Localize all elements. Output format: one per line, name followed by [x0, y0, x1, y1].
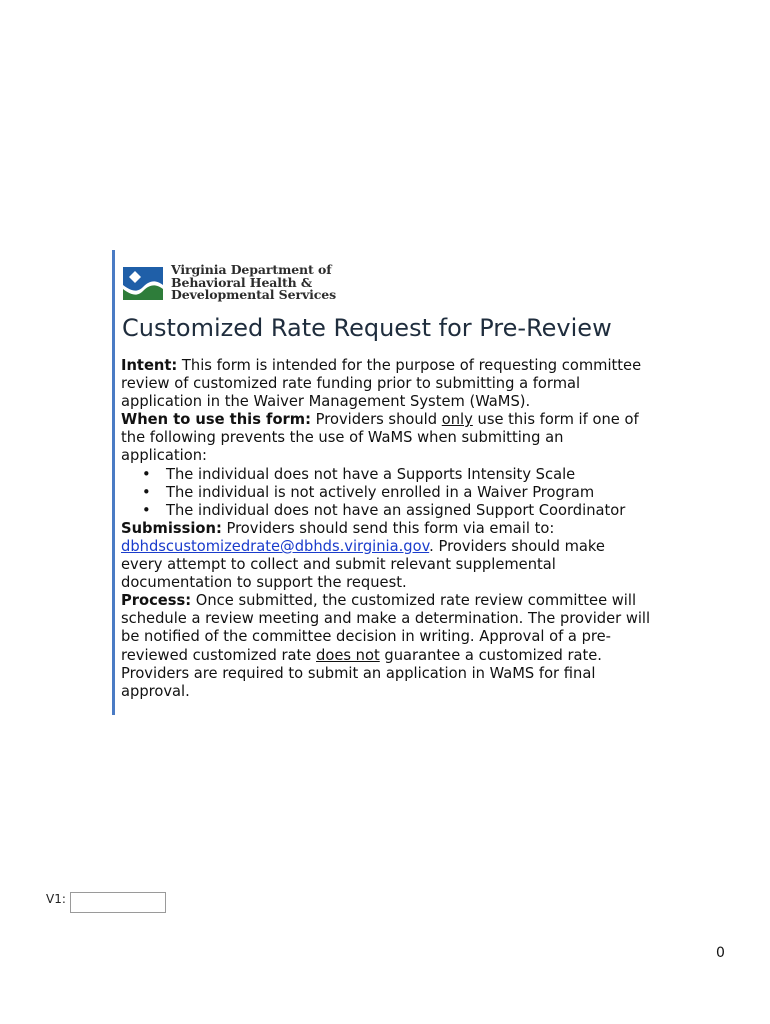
list-item-text: The individual is not actively enrolled in a Waiver Program: [166, 483, 595, 501]
process-text-after: guarantee a customized rate. Providers are required to submit an application in WaMS for final approval.: [121, 646, 602, 700]
submission-label: Submission:: [121, 519, 222, 537]
process-text-before: Once submitted, the customized rate review committee will schedule a review meeting and make a determination. The provider will be notified of the committee decision in writing. Approval of a pre-reviewed customized rate: [121, 592, 651, 664]
intent-paragraph: [121, 357, 651, 411]
form-instructions: [121, 357, 651, 701]
process-label: Process:: [121, 592, 192, 610]
dbhds-logo: [121, 263, 361, 303]
process-emphasis: does not: [316, 646, 380, 664]
list-item-text: The individual does not have an assigned Support Coordinator: [166, 501, 626, 519]
page-title: Customized Rate Request for Pre-Review: [122, 314, 612, 342]
dbhds-logo-icon: [121, 265, 165, 302]
logo-text: [171, 264, 336, 302]
submission-paragraph: [121, 520, 651, 592]
intent-text: This form is intended for the purpose of requesting committee review of customized rate funding prior to submitting a formal application in the Waiver Management System (WaMS).: [121, 357, 642, 411]
v1-field-group: [46, 892, 166, 913]
bullet-icon: •: [142, 483, 151, 501]
process-paragraph: [121, 592, 651, 701]
when-paragraph: [121, 411, 651, 465]
when-text-after: use this form if one of the following prevents the use of WaMS when submitting an application:: [121, 411, 639, 465]
logo-line-1: Virginia Department of: [171, 262, 332, 278]
logo-line-3: Developmental Services: [171, 287, 337, 303]
email-link[interactable]: dbhdscustomizedrate@dbhds.virginia.gov: [121, 537, 430, 555]
v1-input[interactable]: [70, 892, 166, 913]
page-number: 0: [716, 945, 725, 961]
v1-label: V1:: [46, 892, 66, 906]
when-text-before: Providers should: [310, 411, 442, 429]
list-item: [121, 466, 651, 484]
when-emphasis: only: [441, 411, 473, 429]
list-item-text: The individual does not have a Supports Intensity Scale: [166, 465, 576, 483]
left-accent-rule: [112, 250, 115, 715]
submission-text-after: . Providers should make every attempt to collect and submit relevant supplemental documentation to support the request.: [121, 537, 605, 592]
intent-label: Intent:: [121, 357, 178, 374]
when-label: When to use this form:: [121, 411, 311, 429]
condition-list: [121, 466, 651, 520]
bullet-icon: •: [142, 501, 151, 519]
list-item: [121, 484, 651, 502]
logo-line-2: Behavioral Health &: [171, 274, 313, 290]
bullet-icon: •: [142, 465, 151, 483]
list-item: [121, 502, 651, 520]
submission-text-before: Providers should send this form via email to:: [221, 519, 555, 537]
